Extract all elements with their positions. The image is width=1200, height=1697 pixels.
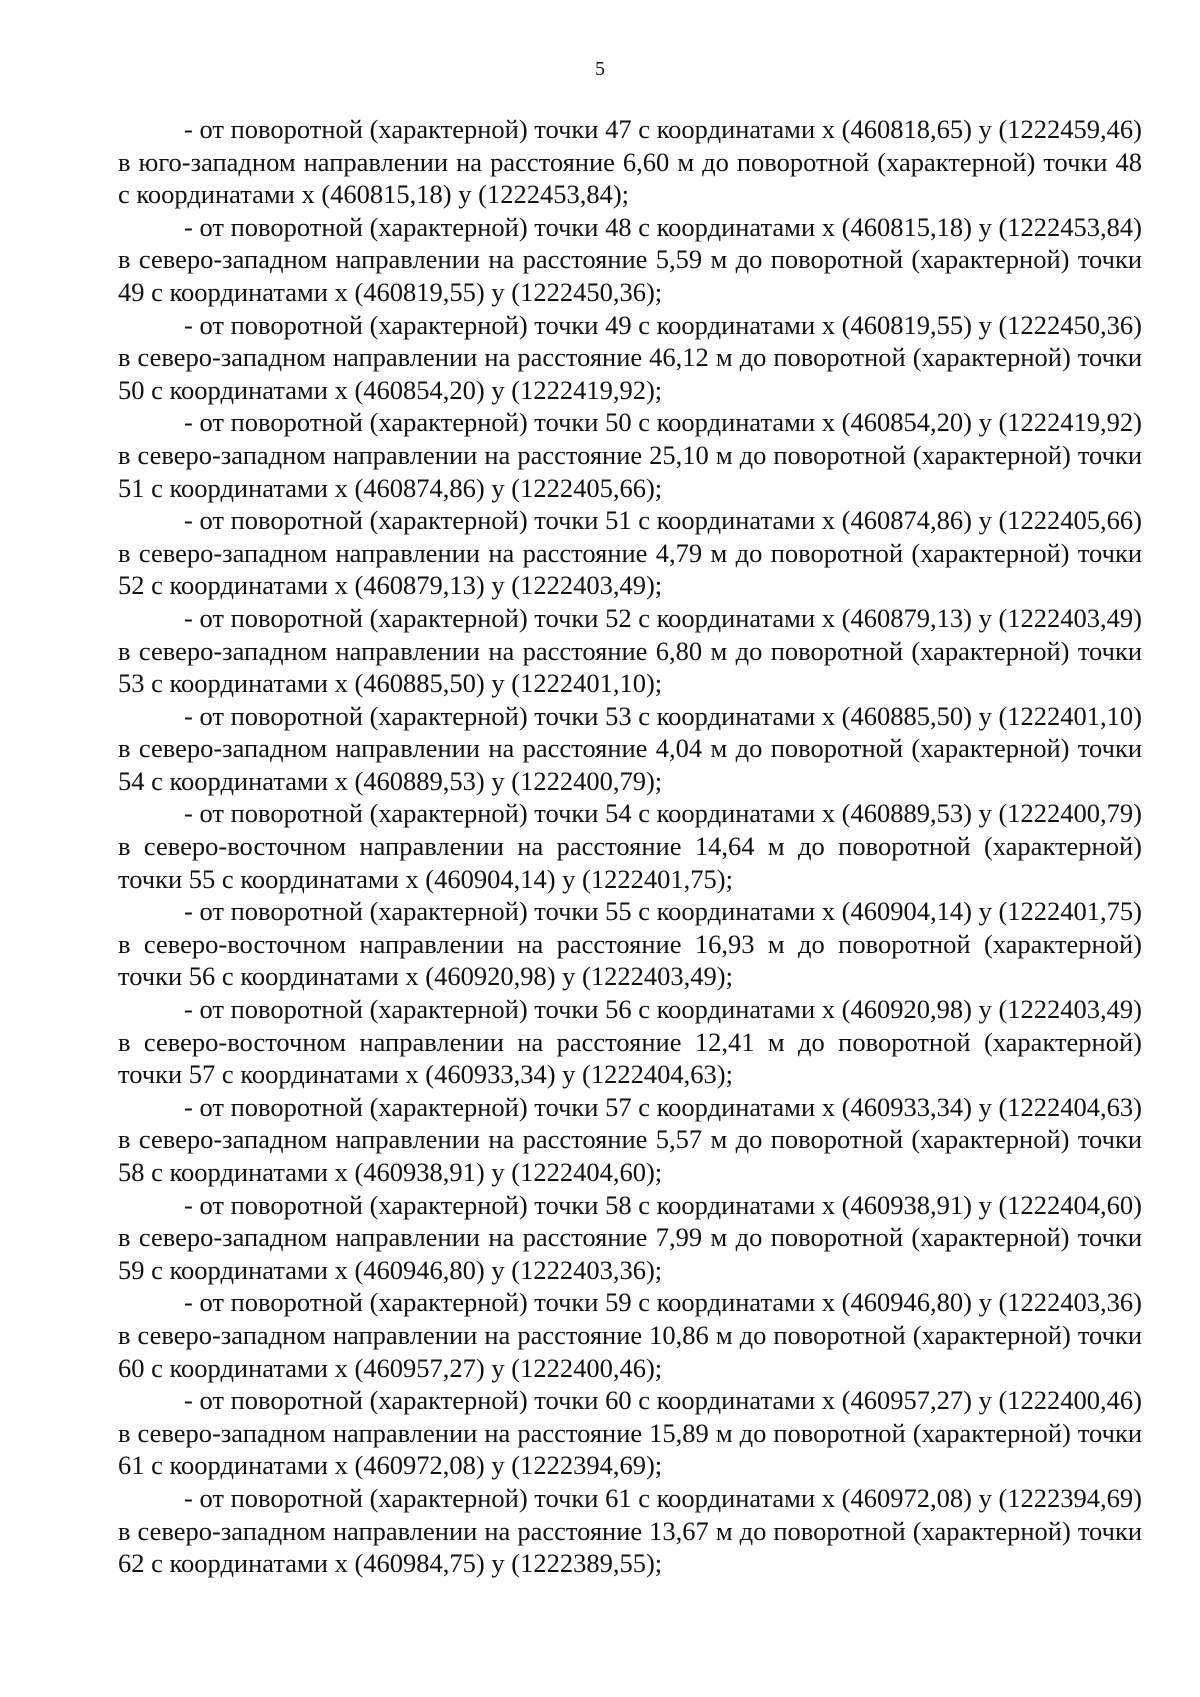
page-number: 5 [595,58,605,80]
document-body [118,113,1142,1580]
paragraph-boundary-segment: - от поворотной (характерной) точки 58 с координатами х (460938,91) у (1222404,60) в северо-западном направлении на расстояние 7,99 м до поворотной (характерной) точки 59 с координатами х (460946,80) у (1222403,36); [118,1189,1142,1285]
paragraph-boundary-segment: - от поворотной (характерной) точки 49 с координатами х (460819,55) у (1222450,36) в северо-западном направлении на расстояние 46,12 м до поворотной (характерной) точки 50 с координатами х (460854,20) у (1222419,92); [118,309,1142,405]
paragraph-boundary-segment: - от поворотной (характерной) точки 56 с координатами х (460920,98) у (1222403,49) в северо-восточном направлении на расстояние 12,41 м до поворотной (характерной) точки 57 с координатами х (460933,34) у (1222404,63); [118,994,1142,1090]
paragraph-boundary-segment: - от поворотной (характерной) точки 60 с координатами х (460957,27) у (1222400,46) в северо-западном направлении на расстояние 15,89 м до поворотной (характерной) точки 61 с координатами х (460972,08) у (1222394,69); [118,1385,1142,1481]
paragraph-boundary-segment: - от поворотной (характерной) точки 50 с координатами х (460854,20) у (1222419,92) в северо-западном направлении на расстояние 25,10 м до поворотной (характерной) точки 51 с координатами х (460874,86) у (1222405,66); [118,407,1142,503]
paragraph-boundary-segment: - от поворотной (характерной) точки 61 с координатами х (460972,08) у (1222394,69) в северо-западном направлении на расстояние 13,67 м до поворотной (характерной) точки 62 с координатами х (460984,75) у (1222389,55); [118,1482,1142,1579]
paragraph-boundary-segment: - от поворотной (характерной) точки 57 с координатами х (460933,34) у (1222404,63) в северо-западном направлении на расстояние 5,57 м до поворотной (характерной) точки 58 с координатами х (460938,91) у (1222404,60); [118,1091,1142,1187]
paragraph-boundary-segment: - от поворотной (характерной) точки 48 с координатами х (460815,18) у (1222453,84) в северо-западном направлении на расстояние 5,59 м до поворотной (характерной) точки 49 с координатами х (460819,55) у (1222450,36); [118,211,1142,307]
paragraph-boundary-segment: - от поворотной (характерной) точки 53 с координатами х (460885,50) у (1222401,10) в северо-западном направлении на расстояние 4,04 м до поворотной (характерной) точки 54 с координатами х (460889,53) у (1222400,79); [118,700,1142,796]
paragraph-boundary-segment: - от поворотной (характерной) точки 52 с координатами х (460879,13) у (1222403,49) в северо-западном направлении на расстояние 6,80 м до поворотной (характерной) точки 53 с координатами х (460885,50) у (1222401,10); [118,602,1142,699]
paragraph-boundary-segment: - от поворотной (характерной) точки 51 с координатами х (460874,86) у (1222405,66) в северо-западном направлении на расстояние 4,79 м до поворотной (характерной) точки 52 с координатами х (460879,13) у (1222403,49); [118,505,1142,601]
paragraph-boundary-segment: - от поворотной (характерной) точки 54 с координатами х (460889,53) у (1222400,79) в северо-восточном направлении на расстояние 14,64 м до поворотной (характерной) точки 55 с координатами х (460904,14) у (1222401,75); [118,798,1142,894]
paragraph-boundary-segment: - от поворотной (характерной) точки 47 с координатами х (460818,65) у (1222459,46) в юго-западном направлении на расстояние 6,60 м до поворотной (характерной) точки 48 с координатами х (460815,18) у (1222453,84); [118,114,1142,210]
paragraph-boundary-segment: - от поворотной (характерной) точки 59 с координатами х (460946,80) у (1222403,36) в северо-западном направлении на расстояние 10,86 м до поворотной (характерной) точки 60 с координатами х (460957,27) у (1222400,46); [118,1287,1142,1383]
paragraph-boundary-segment: - от поворотной (характерной) точки 55 с координатами х (460904,14) у (1222401,75) в северо-восточном направлении на расстояние 16,93 м до поворотной (характерной) точки 56 с координатами х (460920,98) у (1222403,49); [118,896,1142,992]
